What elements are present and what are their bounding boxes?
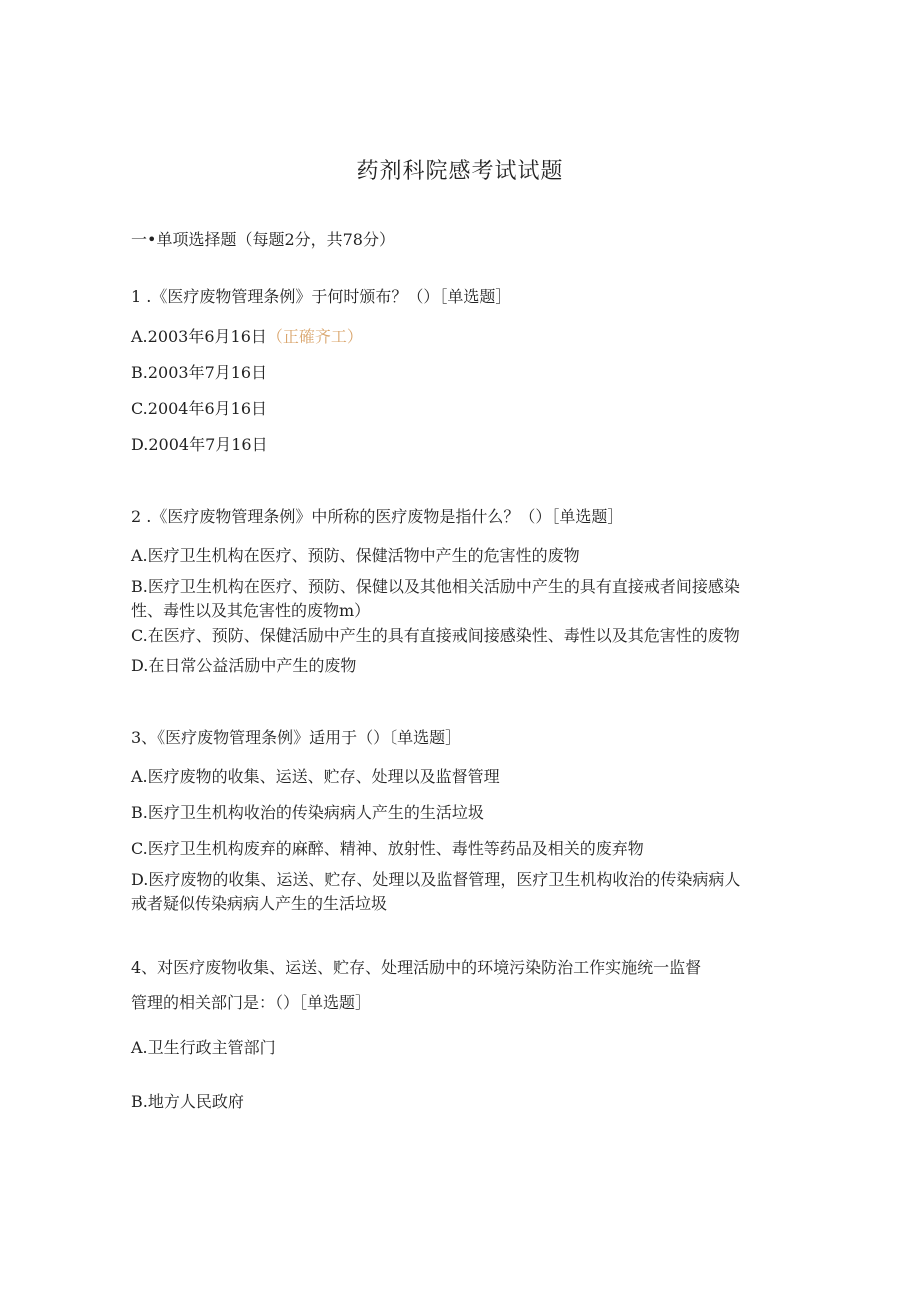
question-3-option-c: C.医疗卫生机构废弃的麻醉、精神、放射性、毒性等药品及相关的废弃物 bbox=[131, 839, 644, 858]
question-4-option-a: A.卫生行政主管部门 bbox=[131, 1038, 276, 1057]
question-3-text: 3、《医疗废物管理条例》适用于（）〔单选题］ bbox=[131, 728, 462, 747]
correct-answer-mark: （正確齐工） bbox=[266, 327, 363, 346]
question-1-text: 1 .《医疗废物管理条例》于何时颁布？（）［单选题］ bbox=[131, 287, 512, 306]
question-4-text: 4、对医疗废物收集、运送、贮存、处理活励中的环境污染防治工作实施统一监督 bbox=[131, 958, 702, 977]
question-4-text-continued: 管理的相关部门是：（）［单选题］ bbox=[131, 993, 372, 1012]
question-2-option-b-continued: 性、毒性以及其危害性的废物m） bbox=[131, 601, 371, 620]
question-2-text: 2 .《医疗废物管理条例》中所称的医疗废物是指什么？（）［单选题］ bbox=[131, 507, 624, 526]
question-3-option-a: A.医疗废物的收集、运送、贮存、处理以及监督管理 bbox=[131, 767, 500, 786]
question-1-option-a bbox=[131, 327, 363, 347]
document-title: 药剂科院感考试试题 bbox=[356, 159, 564, 184]
question-2-option-b: B.医疗卫生机构在医疗、预防、保健以及其他相关活励中产生的具有直接戒者间接感染 bbox=[131, 577, 740, 596]
question-1-option-a-label: A.2003年6月16日 bbox=[131, 327, 267, 346]
question-1-option-d: D.2004年7月16日 bbox=[131, 435, 268, 454]
question-3-option-b: B.医疗卫生机构收治的传染病病人产生的生活垃圾 bbox=[131, 803, 484, 822]
question-1-option-c: C.2004年6月16日 bbox=[131, 399, 268, 418]
question-3-option-d-continued: 戒者疑似传染病病人产生的生活垃圾 bbox=[131, 894, 388, 913]
question-3-option-d: D.医疗废物的收集、运送、贮存、处理以及监督管理，医疗卫生机构收治的传染病病人 bbox=[131, 870, 741, 889]
question-1-option-b: B.2003年7月16日 bbox=[131, 363, 268, 382]
question-2-option-a: A.医疗卫生机构在医疗、预防、保健活物中产生的危害性的废物 bbox=[131, 546, 580, 565]
question-2-option-c: C.在医疗、预防、保健活励中产生的具有直接戒间接感染性、毒性以及其危害性的废物 bbox=[131, 626, 740, 645]
question-4-option-b: B.地方人民政府 bbox=[131, 1092, 244, 1111]
section-heading: 一•单项选择题（每题2分，共78分） bbox=[131, 230, 395, 249]
question-2-option-d: D.在日常公益活励中产生的废物 bbox=[131, 656, 357, 675]
